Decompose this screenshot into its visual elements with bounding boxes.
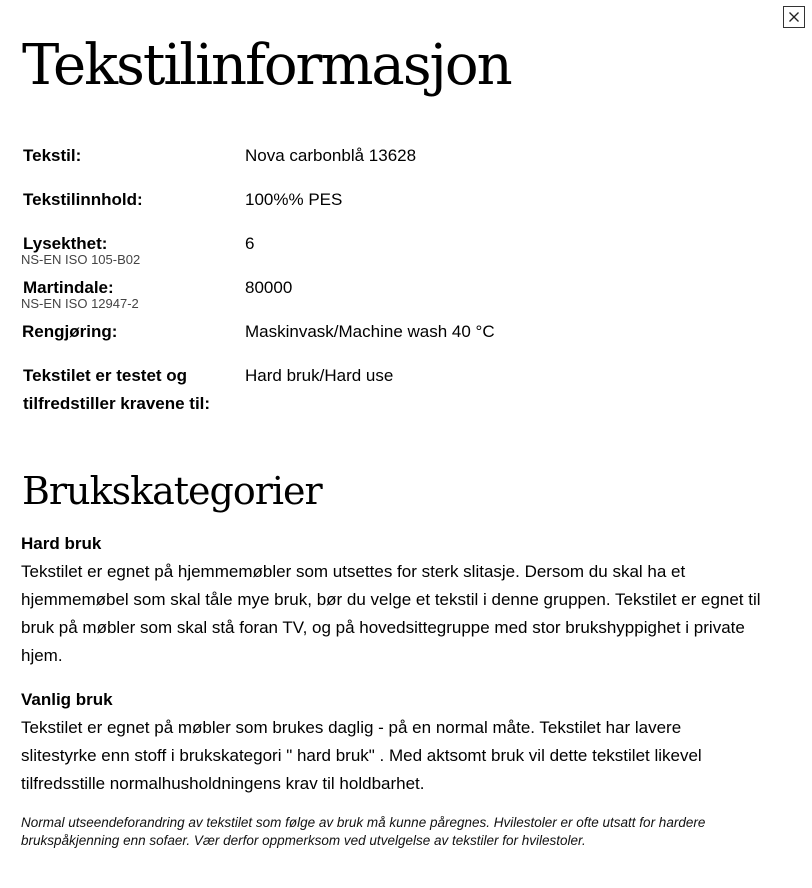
spec-label: Tekstil: <box>23 146 82 165</box>
category-hard-use <box>21 530 761 670</box>
spec-label: Martindale: <box>23 278 114 297</box>
category-title: Hard bruk <box>21 534 102 553</box>
close-icon <box>789 12 799 22</box>
page-title: Tekstilinformasjon <box>22 33 511 98</box>
spec-value: Maskinvask/Machine wash 40 °C <box>245 322 495 341</box>
close-button[interactable] <box>783 6 805 28</box>
category-text: Tekstilet er egnet på hjemmemøbler som utsettes for sterk slitasje. Dersom du skal ha et hjemmemøbel som skal tåle mye bruk, bør du velge et tekstil i denne gruppen. Tekstilet er egnet til bruk på møbler som skal stå foran TV, og på hovedsittegruppe med stor brukshyppighet i private hjem. <box>21 562 761 665</box>
spec-standard: NS-EN ISO 105-B02 <box>21 252 141 267</box>
spec-value: Hard bruk/Hard use <box>245 366 394 385</box>
usage-note: Normal utseendeforandring av tekstilet som følge av bruk må kunne påregnes. Hvilestoler er ofte utsatt for hardere brukspåkjenning enn sofaer. Vær derfor oppmerksom ved utvelgelse av tekstiler for hvilestoler. <box>21 815 706 848</box>
spec-standard: NS-EN ISO 12947-2 <box>21 296 139 311</box>
spec-value: 100%% PES <box>245 190 343 209</box>
spec-label: Tekstilet er testet og <box>23 366 188 385</box>
category-text: Tekstilet er egnet på møbler som brukes daglig - på en normal måte. Tekstilet har lavere slitestyrke enn stoff i brukskategori " hard bruk" . Med aktsomt bruk vil dette tekstilet likevel tilfredsstille normalhusholdningens krav til holdbarhet. <box>21 718 702 793</box>
section-title: Brukskategorier <box>22 469 322 513</box>
spec-label: Rengjøring: <box>22 322 118 341</box>
spec-value: Nova carbonblå 13628 <box>245 146 417 165</box>
spec-label: tilfredstiller kravene til: <box>23 394 211 413</box>
spec-label: Tekstilinnhold: <box>23 190 143 209</box>
spec-value: 6 <box>245 234 255 253</box>
category-title: Vanlig bruk <box>21 690 113 709</box>
category-normal-use <box>21 686 761 798</box>
spec-value: 80000 <box>245 278 293 297</box>
spec-label: Lysekthet: <box>23 234 108 253</box>
